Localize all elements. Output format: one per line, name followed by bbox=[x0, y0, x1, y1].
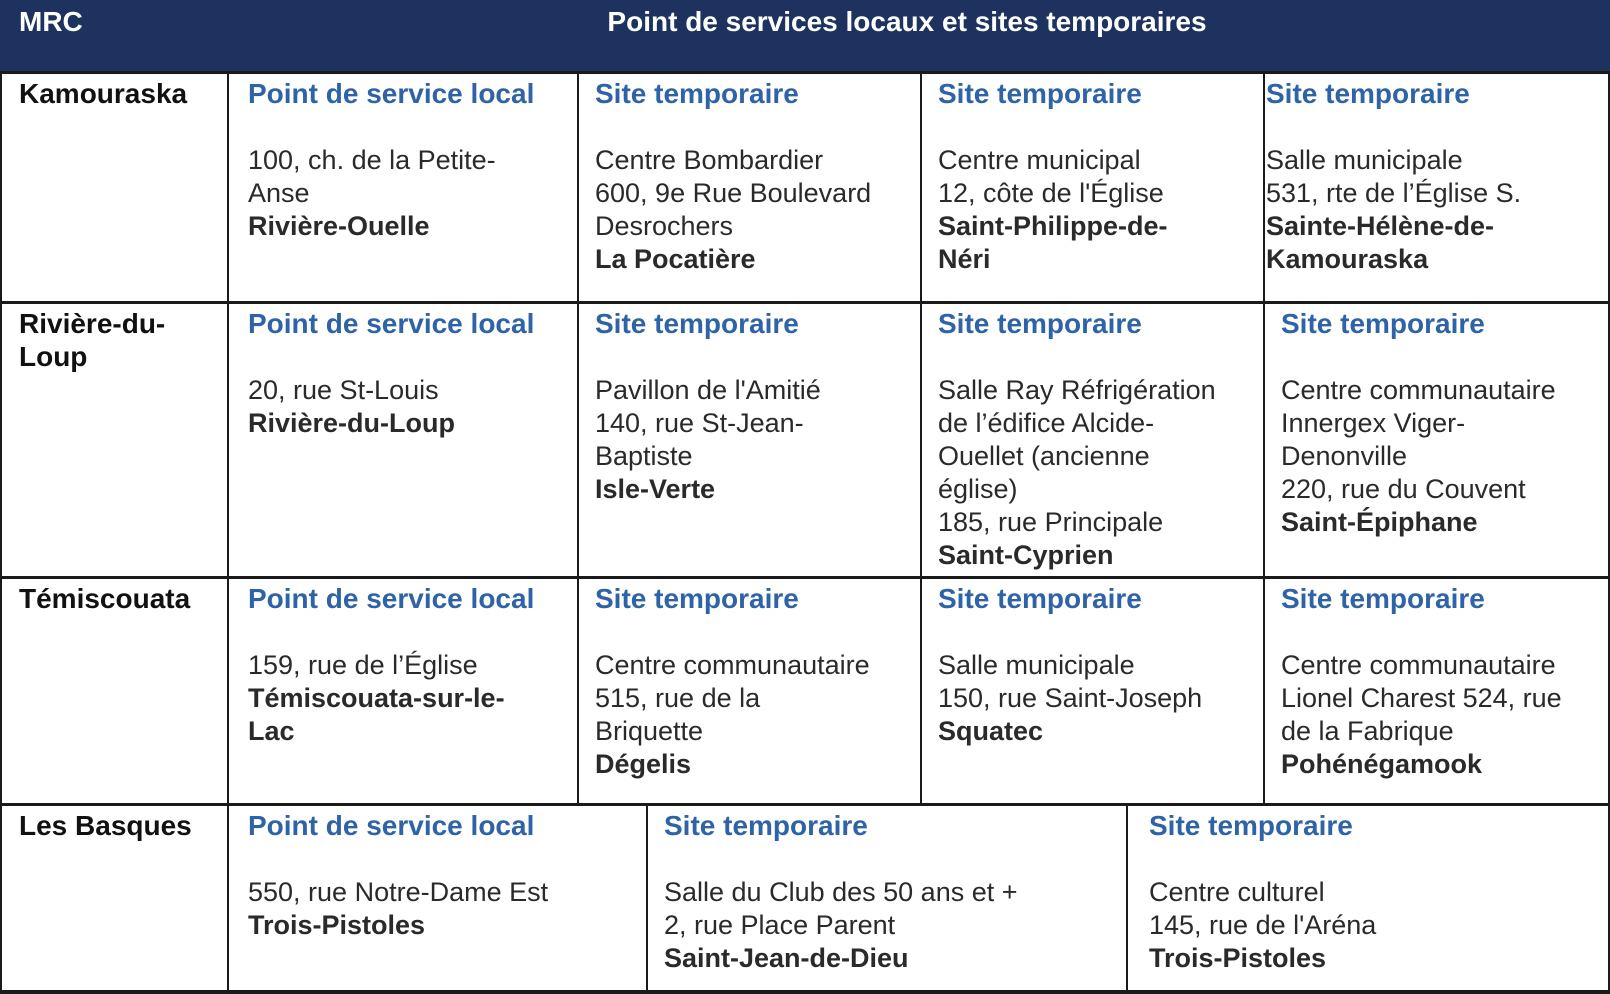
city-name: Témiscouata-sur-le- bbox=[248, 683, 505, 713]
address-line: Briquette bbox=[595, 716, 704, 746]
site-cell bbox=[248, 809, 643, 942]
address-line: 145, rue de l'Aréna bbox=[1149, 910, 1377, 940]
site-type: Point de service local bbox=[248, 308, 535, 339]
address-line: 2, rue Place Parent bbox=[664, 910, 896, 940]
city-name: Saint-Cyprien bbox=[938, 540, 1114, 570]
city-name: Rivière-Ouelle bbox=[248, 211, 430, 241]
site-cell bbox=[1281, 307, 1606, 539]
city-name: Trois-Pistoles bbox=[248, 910, 426, 940]
address-line: Centre culturel bbox=[1149, 877, 1325, 907]
column-divider bbox=[646, 803, 648, 994]
site-type: Site temporaire bbox=[938, 583, 1142, 614]
site-type: Site temporaire bbox=[595, 78, 799, 109]
address-line: Salle Ray Réfrigération bbox=[938, 375, 1216, 405]
address-line: 185, rue Principale bbox=[938, 507, 1164, 537]
city-name: Pohénégamook bbox=[1281, 749, 1483, 779]
city-name: Squatec bbox=[938, 716, 1044, 746]
site-cell bbox=[595, 307, 917, 506]
site-type: Point de service local bbox=[248, 810, 535, 841]
address-line: 159, rue de l’Église bbox=[248, 650, 478, 680]
address-line: Salle du Club des 50 ans et + bbox=[664, 877, 1018, 907]
address-line: Pavillon de l'Amitié bbox=[595, 375, 821, 405]
site-type: Point de service local bbox=[248, 583, 535, 614]
address-line: 220, rue du Couvent bbox=[1281, 474, 1526, 504]
site-type: Site temporaire bbox=[664, 810, 868, 841]
mrc-column-header: MRC bbox=[0, 0, 229, 72]
address-line: Salle municipale bbox=[1266, 145, 1463, 175]
site-cell bbox=[938, 307, 1260, 572]
row-divider bbox=[0, 301, 1610, 304]
row-divider bbox=[0, 990, 1610, 994]
column-divider bbox=[1263, 71, 1265, 803]
site-type: Point de service local bbox=[248, 78, 535, 109]
address-line: église) bbox=[938, 474, 1018, 504]
address-line: Centre communautaire bbox=[1281, 375, 1556, 405]
site-type: Site temporaire bbox=[938, 78, 1142, 109]
address-line: 20, rue St-Louis bbox=[248, 375, 439, 405]
address-line: de la Fabrique bbox=[1281, 716, 1454, 746]
city-name: Saint-Épiphane bbox=[1281, 507, 1478, 537]
city-name: Rivière-du-Loup bbox=[248, 408, 455, 438]
site-cell bbox=[248, 307, 573, 440]
column-divider bbox=[1126, 803, 1128, 994]
site-cell bbox=[1266, 77, 1606, 276]
site-cell bbox=[248, 582, 573, 748]
site-cell bbox=[595, 77, 917, 276]
column-divider bbox=[0, 71, 2, 994]
address-line: Centre municipal bbox=[938, 145, 1141, 175]
city-name: La Pocatière bbox=[595, 244, 756, 274]
city-name: Lac bbox=[248, 716, 295, 746]
site-type: Site temporaire bbox=[595, 583, 799, 614]
column-divider bbox=[920, 71, 922, 803]
site-type: Site temporaire bbox=[1149, 810, 1353, 841]
site-type: Site temporaire bbox=[938, 308, 1142, 339]
address-line: Denonville bbox=[1281, 441, 1408, 471]
site-cell bbox=[1149, 809, 1604, 975]
site-cell bbox=[938, 582, 1260, 748]
city-name: Saint-Jean-de-Dieu bbox=[664, 943, 909, 973]
table-title-header: Point de services locaux et sites temporaires bbox=[229, 0, 1610, 72]
address-line: Anse bbox=[248, 178, 310, 208]
column-divider bbox=[577, 71, 579, 803]
address-line: 531, rte de l’Église S. bbox=[1266, 178, 1522, 208]
address-line: Lionel Charest 524, rue bbox=[1281, 683, 1562, 713]
city-name: Kamouraska bbox=[1266, 244, 1429, 274]
site-type: Site temporaire bbox=[1281, 583, 1485, 614]
city-name: Dégelis bbox=[595, 749, 692, 779]
address-line: Innergex Viger- bbox=[1281, 408, 1466, 438]
column-divider bbox=[227, 71, 229, 994]
address-line: Centre communautaire bbox=[595, 650, 870, 680]
address-line: Baptiste bbox=[595, 441, 693, 471]
address-line: Centre Bombardier bbox=[595, 145, 824, 175]
address-line: 600, 9e Rue Boulevard bbox=[595, 178, 872, 208]
address-line: 550, rue Notre-Dame Est bbox=[248, 877, 549, 907]
address-line: Ouellet (ancienne bbox=[938, 441, 1150, 471]
site-type: Site temporaire bbox=[1266, 78, 1470, 109]
mrc-les-basques: Les Basques bbox=[19, 810, 192, 841]
address-line: Centre communautaire bbox=[1281, 650, 1556, 680]
city-name: Néri bbox=[938, 244, 991, 274]
address-line: 140, rue St-Jean- bbox=[595, 408, 804, 438]
address-line: Desrochers bbox=[595, 211, 734, 241]
address-line: 515, rue de la bbox=[595, 683, 761, 713]
city-name: Sainte-Hélène-de- bbox=[1266, 211, 1495, 241]
address-line: 12, côte de l'Église bbox=[938, 178, 1164, 208]
address-line: de l’édifice Alcide- bbox=[938, 408, 1155, 438]
site-type: Site temporaire bbox=[1281, 308, 1485, 339]
mrc-kamouraska: Kamouraska bbox=[19, 78, 188, 109]
site-cell bbox=[664, 809, 1123, 975]
site-cell bbox=[1281, 582, 1606, 781]
city-name: Trois-Pistoles bbox=[1149, 943, 1327, 973]
address-line: 100, ch. de la Petite- bbox=[248, 145, 496, 175]
city-name: Isle-Verte bbox=[595, 474, 716, 504]
row-divider bbox=[0, 576, 1610, 579]
row-divider bbox=[0, 71, 1610, 74]
row-divider bbox=[0, 803, 1610, 806]
site-cell bbox=[595, 582, 917, 781]
city-name: Saint-Philippe-de- bbox=[938, 211, 1168, 241]
address-line: Salle municipale bbox=[938, 650, 1135, 680]
address-line: 150, rue Saint-Joseph bbox=[938, 683, 1203, 713]
site-type: Site temporaire bbox=[595, 308, 799, 339]
mrc-riviere-du-loup: Rivière-du-Loup bbox=[19, 308, 166, 372]
site-cell bbox=[938, 77, 1260, 276]
mrc-temiscouata: Témiscouata bbox=[19, 583, 191, 614]
site-cell bbox=[248, 77, 573, 243]
